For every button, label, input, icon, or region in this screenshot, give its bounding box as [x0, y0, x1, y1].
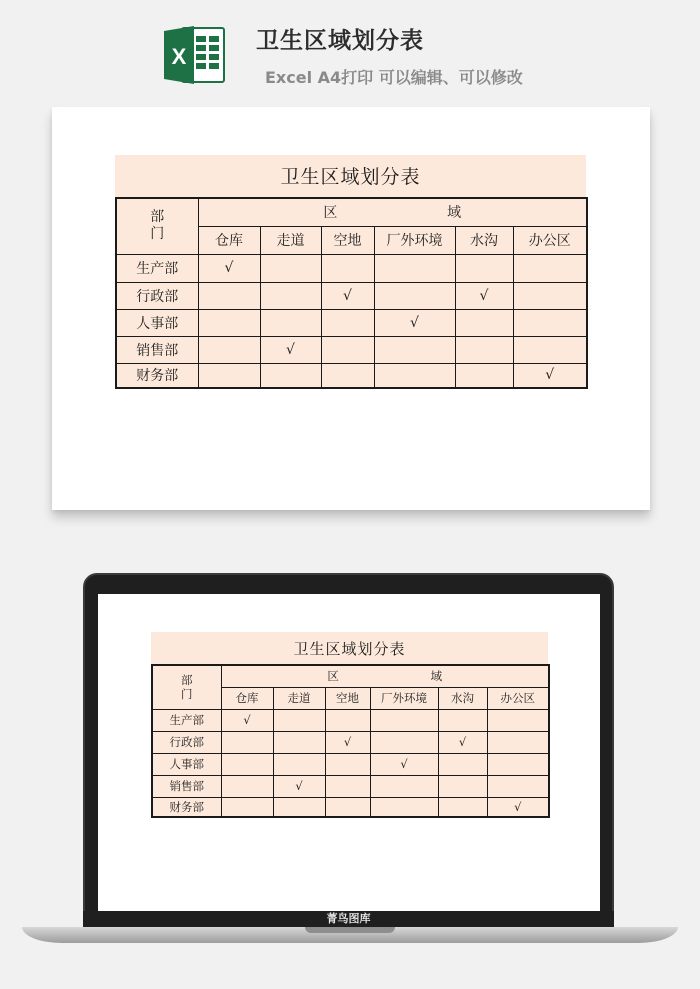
dept-cell: 销售部 — [116, 336, 198, 363]
table-body — [116, 254, 587, 388]
empty-cell — [370, 797, 438, 817]
page-title: 卫生区域划分表 — [256, 28, 424, 54]
dept-header-cell: 部 门 — [152, 665, 221, 709]
empty-cell — [221, 775, 273, 797]
table-row — [116, 363, 587, 388]
empty-cell — [455, 309, 513, 336]
table-row — [116, 254, 587, 282]
col-header: 水沟 — [438, 687, 487, 709]
empty-cell — [513, 282, 587, 309]
dept-cell: 人事部 — [152, 753, 221, 775]
empty-cell — [374, 363, 455, 388]
empty-cell — [325, 797, 370, 817]
dept-cell: 生产部 — [152, 709, 221, 731]
table-row — [152, 731, 549, 753]
empty-cell — [325, 775, 370, 797]
col-header: 仓库 — [198, 226, 260, 254]
spreadsheet-preview — [115, 155, 586, 389]
col-header: 仓库 — [221, 687, 273, 709]
empty-cell — [273, 709, 325, 731]
dept-cell: 销售部 — [152, 775, 221, 797]
empty-cell — [273, 753, 325, 775]
preview-paper — [52, 107, 650, 510]
schedule-table — [115, 197, 588, 389]
empty-cell — [438, 775, 487, 797]
table-row — [116, 309, 587, 336]
empty-cell — [455, 363, 513, 388]
dept-header-cell: 部 门 — [116, 198, 198, 254]
empty-cell — [221, 731, 273, 753]
empty-cell — [260, 254, 321, 282]
empty-cell — [438, 753, 487, 775]
dept-cell: 财务部 — [116, 363, 198, 388]
region-header-cell: 区 域 — [198, 198, 587, 226]
empty-cell — [370, 775, 438, 797]
col-header: 空地 — [321, 226, 374, 254]
col-header: 空地 — [325, 687, 370, 709]
empty-cell — [370, 731, 438, 753]
col-header: 水沟 — [455, 226, 513, 254]
laptop-brand: 菁鸟图库 — [83, 911, 614, 927]
dept-cell: 生产部 — [116, 254, 198, 282]
empty-cell — [325, 753, 370, 775]
empty-cell — [374, 282, 455, 309]
empty-cell — [487, 753, 549, 775]
table-row — [152, 797, 549, 817]
empty-cell — [321, 363, 374, 388]
empty-cell — [325, 709, 370, 731]
laptop-notch — [305, 927, 395, 933]
empty-cell — [273, 797, 325, 817]
empty-cell — [273, 731, 325, 753]
empty-cell — [321, 309, 374, 336]
excel-icon — [162, 22, 228, 88]
empty-cell — [260, 363, 321, 388]
empty-cell — [487, 731, 549, 753]
table-row — [116, 336, 587, 363]
region-header-cell: 区 域 — [221, 665, 549, 687]
check-mark-cell: √ — [374, 309, 455, 336]
check-mark-cell: √ — [513, 363, 587, 388]
col-header: 走道 — [273, 687, 325, 709]
page-header — [0, 0, 700, 100]
schedule-table — [151, 664, 550, 818]
sheet-title: 卫生区域划分表 — [151, 632, 548, 664]
dept-cell: 财务部 — [152, 797, 221, 817]
empty-cell — [487, 709, 549, 731]
empty-cell — [370, 709, 438, 731]
table-body — [152, 709, 549, 817]
empty-cell — [198, 282, 260, 309]
empty-cell — [260, 309, 321, 336]
empty-cell — [198, 363, 260, 388]
empty-cell — [321, 336, 374, 363]
empty-cell — [438, 797, 487, 817]
empty-cell — [455, 254, 513, 282]
col-header: 走道 — [260, 226, 321, 254]
check-mark-cell: √ — [221, 709, 273, 731]
col-header: 办公区 — [513, 226, 587, 254]
empty-cell — [221, 797, 273, 817]
empty-cell — [221, 753, 273, 775]
check-mark-cell: √ — [321, 282, 374, 309]
empty-cell — [513, 254, 587, 282]
empty-cell — [260, 282, 321, 309]
laptop-spreadsheet-preview — [151, 632, 548, 818]
col-header: 厂外环境 — [370, 687, 438, 709]
empty-cell — [374, 254, 455, 282]
empty-cell — [513, 309, 587, 336]
col-header: 厂外环境 — [374, 226, 455, 254]
check-mark-cell: √ — [438, 731, 487, 753]
empty-cell — [455, 336, 513, 363]
sheet-title: 卫生区域划分表 — [115, 155, 586, 197]
dept-cell: 人事部 — [116, 309, 198, 336]
empty-cell — [198, 336, 260, 363]
check-mark-cell: √ — [370, 753, 438, 775]
check-mark-cell: √ — [260, 336, 321, 363]
dept-cell: 行政部 — [116, 282, 198, 309]
table-row — [152, 775, 549, 797]
check-mark-cell: √ — [455, 282, 513, 309]
table-row — [116, 282, 587, 309]
check-mark-cell: √ — [487, 797, 549, 817]
empty-cell — [198, 309, 260, 336]
empty-cell — [374, 336, 455, 363]
empty-cell — [321, 254, 374, 282]
empty-cell — [513, 336, 587, 363]
dept-cell: 行政部 — [152, 731, 221, 753]
empty-cell — [438, 709, 487, 731]
check-mark-cell: √ — [325, 731, 370, 753]
table-row — [152, 753, 549, 775]
check-mark-cell: √ — [273, 775, 325, 797]
page-subtitle: Excel A4打印 可以编辑、可以修改 — [265, 68, 523, 87]
svg-text:X: X — [171, 44, 187, 69]
col-header: 办公区 — [487, 687, 549, 709]
table-row — [152, 709, 549, 731]
empty-cell — [487, 775, 549, 797]
check-mark-cell: √ — [198, 254, 260, 282]
